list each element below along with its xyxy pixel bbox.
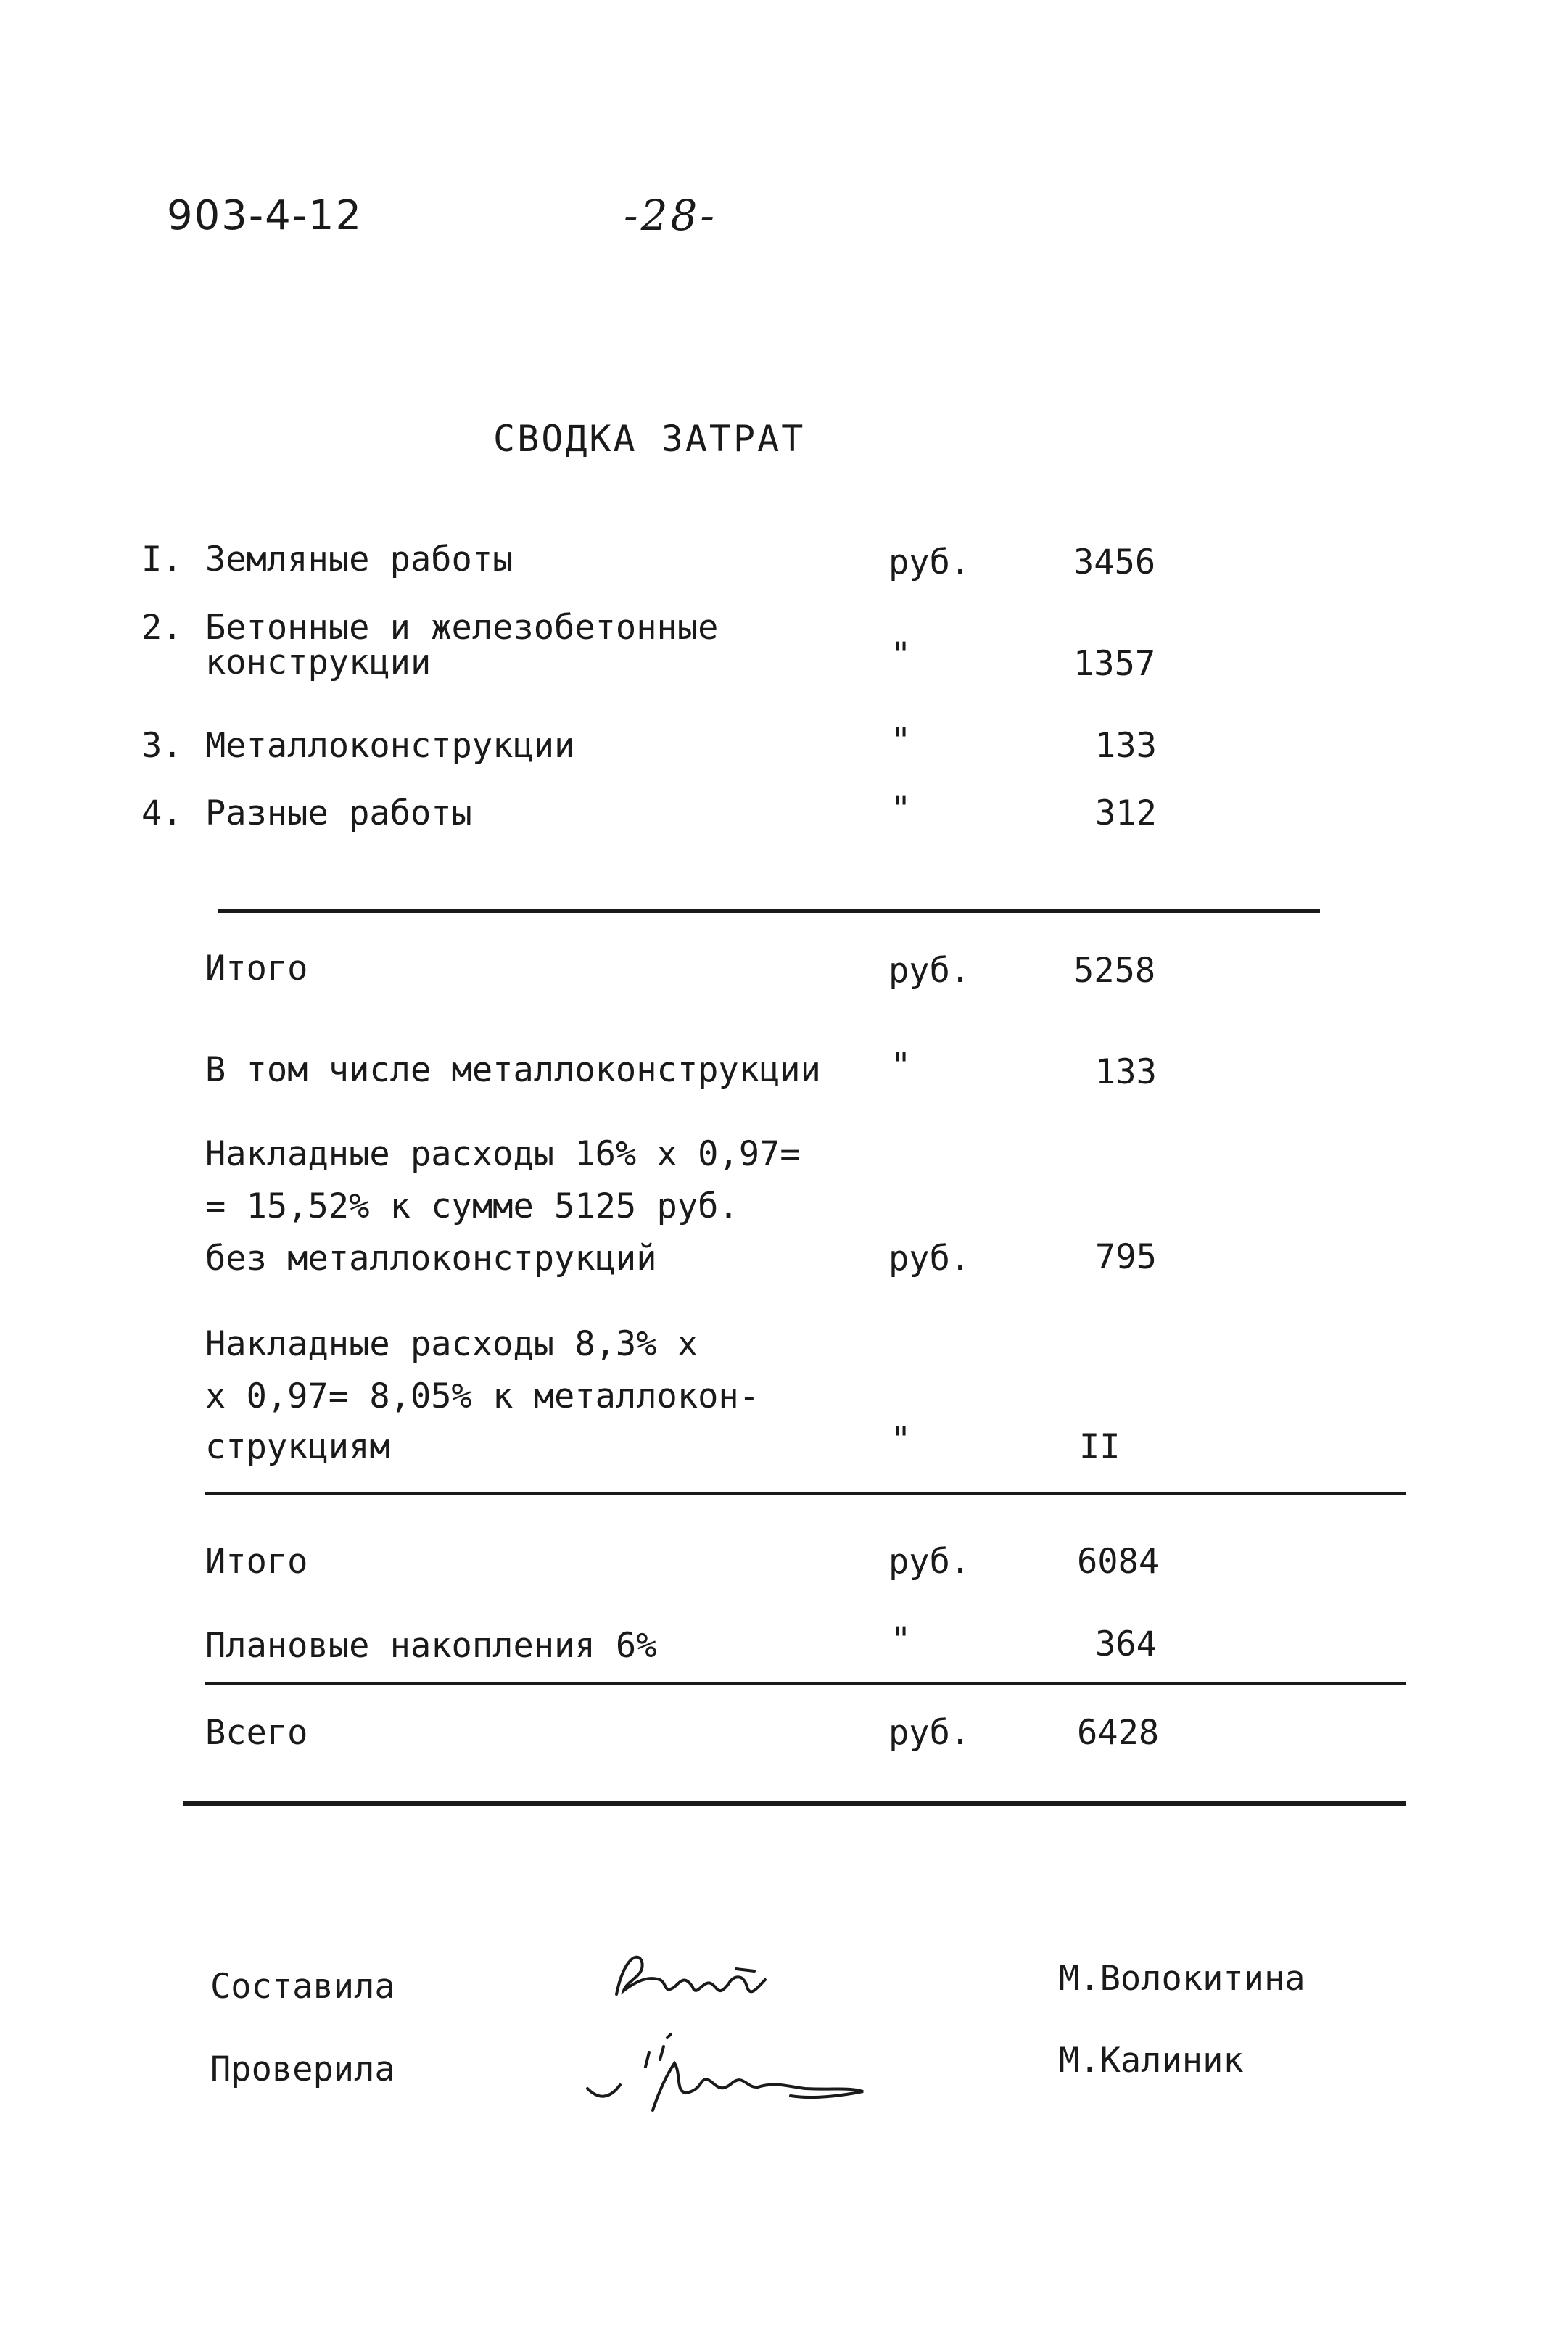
item-label: Земляные работы: [205, 540, 513, 579]
item-value: 1357: [1073, 644, 1156, 684]
item-value: 312: [1095, 793, 1157, 833]
total-unit: руб.: [888, 1713, 971, 1753]
item-unit: ": [891, 635, 912, 675]
checked-by-name: М.Калиник: [1059, 2041, 1244, 2081]
subtotal-unit: руб.: [888, 951, 971, 991]
divider-line: [205, 1492, 1406, 1495]
planned-savings-label: Плановые накопления 6%: [205, 1626, 657, 1666]
including-label: В том числе металлоконструкции: [205, 1050, 821, 1090]
subtotal-value: 5258: [1073, 951, 1156, 991]
planned-savings-unit: ": [891, 1620, 912, 1660]
item-unit: ": [891, 721, 912, 761]
overhead-line: = 15,52% к сумме 5125 руб.: [205, 1186, 739, 1226]
checker-signature: [573, 2002, 892, 2125]
overhead-metal-line: Накладные расходы 8,3% х: [205, 1324, 698, 1364]
item-unit: ": [891, 789, 912, 829]
checked-by-label: Проверила: [210, 2049, 395, 2089]
overhead-metal-value: II: [1079, 1427, 1121, 1467]
divider-line: [183, 1801, 1406, 1806]
item-label: Металлоконструкции: [205, 726, 575, 766]
total-value: 6428: [1077, 1713, 1160, 1753]
overhead-metal-unit: ": [891, 1420, 912, 1460]
divider-line: [205, 1682, 1406, 1685]
overhead-line: без металлоконструкций: [205, 1239, 657, 1279]
item-label: Разные работы: [205, 793, 472, 833]
item-number: I.: [141, 540, 183, 579]
page-title: СВОДКА ЗАТРАТ: [493, 418, 806, 460]
overhead-unit: руб.: [888, 1239, 971, 1279]
subtotal-value: 6084: [1077, 1542, 1160, 1582]
item-unit: руб.: [888, 542, 971, 582]
including-unit: ": [891, 1046, 912, 1086]
item-number: 4.: [141, 793, 183, 833]
item-number: 2.: [141, 608, 183, 648]
including-value: 133: [1095, 1052, 1157, 1092]
planned-savings-value: 364: [1095, 1624, 1157, 1664]
subtotal-unit: руб.: [888, 1542, 971, 1582]
item-number: 3.: [141, 726, 183, 766]
item-label-continued: конструкции: [205, 643, 432, 682]
overhead-metal-line: струкциям: [205, 1427, 390, 1467]
subtotal-label: Итого: [205, 1542, 308, 1582]
page-number: -28-: [624, 191, 717, 240]
subtotal-label: Итого: [205, 949, 308, 988]
overhead-value: 795: [1095, 1237, 1157, 1277]
document-number: 903-4-12: [167, 192, 363, 239]
item-value: 3456: [1073, 542, 1156, 582]
overhead-line: Накладные расходы 16% х 0,97=: [205, 1134, 801, 1174]
total-label: Всего: [205, 1713, 308, 1753]
item-label: Бетонные и железобетонные: [205, 608, 719, 648]
overhead-metal-line: х 0,97= 8,05% к металлокон-: [205, 1376, 760, 1416]
compiled-by-name: М.Волокитина: [1059, 1959, 1305, 1999]
divider-line: [218, 909, 1320, 913]
compiled-by-label: Составила: [210, 1967, 395, 2007]
item-value: 133: [1095, 726, 1157, 766]
